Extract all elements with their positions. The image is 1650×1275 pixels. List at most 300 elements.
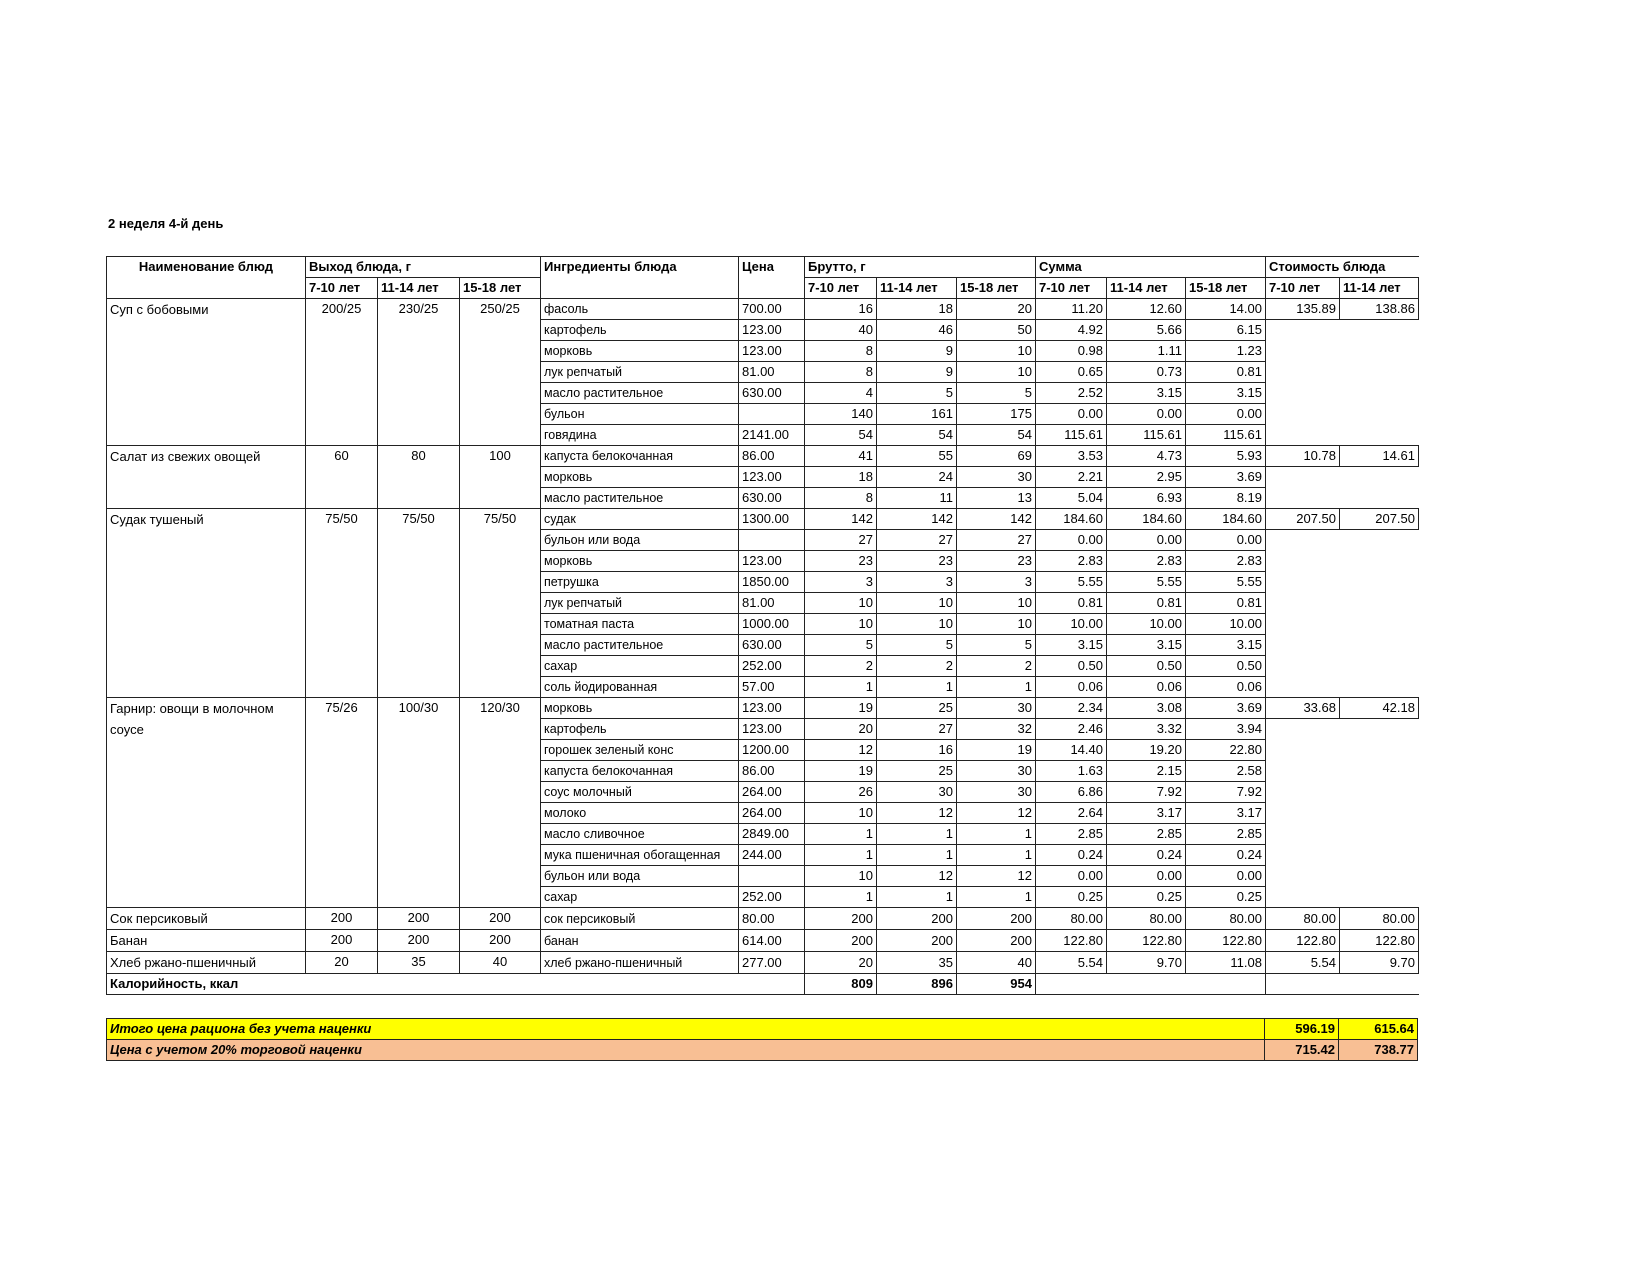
ingredient-name: мука пшеничная обогащенная	[541, 845, 739, 866]
empty-cell	[1340, 656, 1419, 677]
empty-cell	[1266, 740, 1340, 761]
ingredient-name: сахар	[541, 887, 739, 908]
header-yield-age: 11-14 лет	[378, 278, 460, 299]
ingredient-sum: 115.61	[1107, 425, 1186, 446]
total-with-markup-row	[107, 1040, 1418, 1061]
ingredient-sum: 0.00	[1186, 866, 1266, 887]
ingredient-brutto: 5	[957, 635, 1036, 656]
ingredient-sum: 2.83	[1107, 551, 1186, 572]
ingredient-brutto: 16	[805, 299, 877, 320]
ingredient-sum: 5.55	[1186, 572, 1266, 593]
ingredient-sum: 80.00	[1107, 908, 1186, 930]
ingredient-brutto: 1	[805, 887, 877, 908]
ingredient-name: томатная паста	[541, 614, 739, 635]
table-row	[107, 930, 1419, 952]
empty-cell	[1266, 719, 1340, 740]
ingredient-name: масло растительное	[541, 488, 739, 509]
ingredient-sum: 7.92	[1107, 782, 1186, 803]
ingredient-sum: 4.73	[1107, 446, 1186, 467]
dish-yield: 40	[460, 952, 541, 974]
ingredient-brutto: 9	[877, 362, 957, 383]
ingredient-sum: 2.85	[1107, 824, 1186, 845]
ingredient-brutto: 9	[877, 341, 957, 362]
ingredient-brutto: 25	[877, 698, 957, 719]
ingredient-name: масло растительное	[541, 635, 739, 656]
ingredient-sum: 0.25	[1186, 887, 1266, 908]
empty-cell	[1340, 635, 1419, 656]
ingredient-price: 630.00	[739, 488, 805, 509]
ingredient-brutto: 30	[957, 698, 1036, 719]
dish-yield: 200/25	[306, 299, 378, 446]
ingredient-brutto: 142	[805, 509, 877, 530]
ingredient-sum: 5.66	[1107, 320, 1186, 341]
ingredient-price: 252.00	[739, 887, 805, 908]
ingredient-brutto: 12	[805, 740, 877, 761]
header-sum-age: 15-18 лет	[1186, 278, 1266, 299]
ingredient-price: 81.00	[739, 362, 805, 383]
dish-name: Сок персиковый	[107, 908, 306, 930]
ingredient-sum: 184.60	[1186, 509, 1266, 530]
dish-yield: 200	[306, 930, 378, 952]
ingredient-brutto: 10	[805, 803, 877, 824]
header-sum-age: 11-14 лет	[1107, 278, 1186, 299]
ingredient-sum: 0.73	[1107, 362, 1186, 383]
empty-cell	[1266, 530, 1340, 551]
ingredient-brutto: 3	[957, 572, 1036, 593]
ingredient-price	[739, 404, 805, 425]
ingredient-brutto: 1	[877, 845, 957, 866]
dish-name: Суп с бобовыми	[107, 299, 306, 446]
ingredient-brutto: 5	[877, 383, 957, 404]
ingredient-sum: 2.95	[1107, 467, 1186, 488]
empty-cell	[1340, 404, 1419, 425]
ingredient-brutto: 12	[957, 803, 1036, 824]
header-sum-age: 7-10 лет	[1036, 278, 1107, 299]
header-sum: Сумма	[1036, 257, 1266, 278]
dish-yield: 75/26	[306, 698, 378, 908]
dish-yield: 80	[378, 446, 460, 509]
header-cost-age: 11-14 лет	[1340, 278, 1419, 299]
ingredient-sum: 2.46	[1036, 719, 1107, 740]
ingredient-brutto: 19	[805, 761, 877, 782]
ingredient-brutto: 30	[957, 467, 1036, 488]
empty-cell	[1266, 614, 1340, 635]
empty-cell	[1266, 824, 1340, 845]
ingredient-brutto: 4	[805, 383, 877, 404]
ingredient-sum: 0.00	[1107, 866, 1186, 887]
ingredient-sum: 0.06	[1036, 677, 1107, 698]
dish-yield: 200	[460, 930, 541, 952]
dish-yield: 35	[378, 952, 460, 974]
ingredient-sum: 184.60	[1107, 509, 1186, 530]
empty-cell	[1340, 488, 1419, 509]
ingredient-sum: 11.20	[1036, 299, 1107, 320]
dish-cost: 80.00	[1340, 908, 1419, 930]
ingredient-name: масло сливочное	[541, 824, 739, 845]
ingredient-sum: 4.92	[1036, 320, 1107, 341]
ingredient-sum: 2.64	[1036, 803, 1107, 824]
total-with-markup-label: Цена с учетом 20% торговой наценки	[107, 1040, 1265, 1061]
empty-cell	[1340, 341, 1419, 362]
ingredient-price: 277.00	[739, 952, 805, 974]
ingredient-brutto: 12	[877, 803, 957, 824]
ingredient-sum: 3.15	[1107, 635, 1186, 656]
ingredient-name: сок персиковый	[541, 908, 739, 930]
dish-cost: 122.80	[1266, 930, 1340, 952]
ingredient-sum: 3.69	[1186, 467, 1266, 488]
ingredient-price: 630.00	[739, 383, 805, 404]
empty-cell	[1266, 341, 1340, 362]
ingredient-price: 252.00	[739, 656, 805, 677]
ingredient-sum: 3.15	[1036, 635, 1107, 656]
ingredient-price: 264.00	[739, 803, 805, 824]
ingredient-brutto: 10	[957, 593, 1036, 614]
dish-cost: 207.50	[1340, 509, 1419, 530]
ingredient-sum: 2.85	[1036, 824, 1107, 845]
dish-cost: 122.80	[1340, 930, 1419, 952]
ingredient-brutto: 161	[877, 404, 957, 425]
ingredient-price: 123.00	[739, 551, 805, 572]
ingredient-brutto: 12	[877, 866, 957, 887]
ingredient-sum: 0.00	[1036, 404, 1107, 425]
header-yield-age: 7-10 лет	[306, 278, 378, 299]
empty-cell	[1266, 866, 1340, 887]
ingredient-brutto: 8	[805, 488, 877, 509]
ingredient-brutto: 25	[877, 761, 957, 782]
table-row	[107, 509, 1419, 530]
ingredient-price: 700.00	[739, 299, 805, 320]
ingredient-brutto: 1	[877, 824, 957, 845]
ingredient-brutto: 23	[805, 551, 877, 572]
ingredient-name: картофель	[541, 320, 739, 341]
ingredient-sum: 8.19	[1186, 488, 1266, 509]
empty-cell	[1266, 467, 1340, 488]
ingredient-sum: 14.40	[1036, 740, 1107, 761]
ingredient-sum: 0.81	[1107, 593, 1186, 614]
calories-row	[107, 974, 1419, 995]
dish-yield: 230/25	[378, 299, 460, 446]
empty-cell	[1340, 320, 1419, 341]
dish-cost: 207.50	[1266, 509, 1340, 530]
empty-cell	[1266, 572, 1340, 593]
empty-cell	[1340, 761, 1419, 782]
ingredient-sum: 0.65	[1036, 362, 1107, 383]
empty-cell	[1266, 320, 1340, 341]
empty-cell	[1266, 803, 1340, 824]
ingredient-brutto: 10	[957, 362, 1036, 383]
total-without-markup-row	[107, 1019, 1418, 1040]
ingredient-price: 81.00	[739, 593, 805, 614]
ingredient-brutto: 5	[877, 635, 957, 656]
empty-cell	[1340, 677, 1419, 698]
ingredient-sum: 1.11	[1107, 341, 1186, 362]
ingredient-brutto: 54	[957, 425, 1036, 446]
ingredient-sum: 10.00	[1107, 614, 1186, 635]
ingredient-sum: 3.53	[1036, 446, 1107, 467]
ingredient-brutto: 40	[957, 952, 1036, 974]
ingredient-brutto: 32	[957, 719, 1036, 740]
ingredient-sum: 3.15	[1186, 635, 1266, 656]
ingredient-name: морковь	[541, 551, 739, 572]
ingredient-price: 86.00	[739, 761, 805, 782]
ingredient-sum: 115.61	[1036, 425, 1107, 446]
ingredient-name: хлеб ржано-пшеничный	[541, 952, 739, 974]
ingredient-brutto: 18	[805, 467, 877, 488]
ingredient-sum: 0.50	[1107, 656, 1186, 677]
ingredient-brutto: 10	[805, 866, 877, 887]
ingredient-name: сахар	[541, 656, 739, 677]
ingredient-sum: 0.50	[1186, 656, 1266, 677]
dish-yield: 200	[378, 908, 460, 930]
ingredient-brutto: 175	[957, 404, 1036, 425]
ingredient-price: 123.00	[739, 320, 805, 341]
ingredient-sum: 115.61	[1186, 425, 1266, 446]
ingredient-brutto: 1	[805, 677, 877, 698]
total-with-markup-value: 738.77	[1339, 1040, 1418, 1061]
ingredient-brutto: 27	[877, 719, 957, 740]
empty-cell	[1340, 614, 1419, 635]
ingredient-price: 1300.00	[739, 509, 805, 530]
ingredient-sum: 3.17	[1186, 803, 1266, 824]
ingredient-brutto: 5	[957, 383, 1036, 404]
dish-name: Банан	[107, 930, 306, 952]
table-row	[107, 952, 1419, 974]
page-title: 2 неделя 4-й день	[108, 216, 224, 231]
ingredient-brutto: 50	[957, 320, 1036, 341]
ingredient-brutto: 40	[805, 320, 877, 341]
empty-cell	[1266, 887, 1340, 908]
ingredient-sum: 2.21	[1036, 467, 1107, 488]
ingredient-name: говядина	[541, 425, 739, 446]
ingredient-sum: 0.24	[1107, 845, 1186, 866]
dish-cost: 33.68	[1266, 698, 1340, 719]
ingredient-sum: 3.15	[1107, 383, 1186, 404]
ingredient-sum: 2.83	[1186, 551, 1266, 572]
ingredient-brutto: 200	[957, 908, 1036, 930]
empty-cell	[1340, 383, 1419, 404]
empty-cell	[1266, 656, 1340, 677]
header-cost-age: 7-10 лет	[1266, 278, 1340, 299]
ingredient-name: соус молочный	[541, 782, 739, 803]
dish-yield: 200	[460, 908, 541, 930]
ingredient-price: 123.00	[739, 719, 805, 740]
ingredient-price: 244.00	[739, 845, 805, 866]
ingredient-name: капуста белокочанная	[541, 446, 739, 467]
empty-cell	[1266, 593, 1340, 614]
ingredient-sum: 10.00	[1036, 614, 1107, 635]
header-brutto-age: 11-14 лет	[877, 278, 957, 299]
dish-name: Салат из свежих овощей	[107, 446, 306, 509]
ingredient-brutto: 140	[805, 404, 877, 425]
menu-table	[106, 256, 1419, 995]
ingredient-name: лук репчатый	[541, 362, 739, 383]
header-yield: Выход блюда, г	[306, 257, 541, 278]
ingredient-sum: 0.25	[1036, 887, 1107, 908]
ingredient-sum: 3.15	[1186, 383, 1266, 404]
header-price: Цена	[739, 257, 805, 299]
total-with-markup-value: 715.42	[1265, 1040, 1339, 1061]
ingredient-sum: 0.00	[1036, 866, 1107, 887]
empty-cell	[1266, 761, 1340, 782]
table-row	[107, 299, 1419, 320]
ingredient-sum: 3.94	[1186, 719, 1266, 740]
ingredient-brutto: 200	[877, 908, 957, 930]
dish-yield: 200	[378, 930, 460, 952]
empty-cell	[1340, 845, 1419, 866]
ingredient-price: 80.00	[739, 908, 805, 930]
ingredient-brutto: 10	[877, 614, 957, 635]
ingredient-sum: 3.69	[1186, 698, 1266, 719]
ingredient-brutto: 16	[877, 740, 957, 761]
ingredient-sum: 0.00	[1107, 404, 1186, 425]
ingredient-brutto: 27	[877, 530, 957, 551]
ingredient-sum: 6.86	[1036, 782, 1107, 803]
ingredient-sum: 0.00	[1107, 530, 1186, 551]
empty-cell	[1266, 404, 1340, 425]
ingredient-name: лук репчатый	[541, 593, 739, 614]
ingredient-brutto: 11	[877, 488, 957, 509]
ingredient-price: 86.00	[739, 446, 805, 467]
ingredient-sum: 2.52	[1036, 383, 1107, 404]
ingredient-brutto: 10	[877, 593, 957, 614]
header-yield-age: 15-18 лет	[460, 278, 541, 299]
empty-cell	[1266, 383, 1340, 404]
ingredient-brutto: 20	[805, 952, 877, 974]
ingredient-sum: 0.06	[1107, 677, 1186, 698]
ingredient-brutto: 55	[877, 446, 957, 467]
ingredient-brutto: 8	[805, 341, 877, 362]
ingredient-brutto: 19	[805, 698, 877, 719]
dish-cost: 42.18	[1340, 698, 1419, 719]
ingredient-name: масло растительное	[541, 383, 739, 404]
ingredient-brutto: 54	[805, 425, 877, 446]
empty-cell	[1340, 425, 1419, 446]
dish-yield: 100	[460, 446, 541, 509]
empty-cell	[1340, 824, 1419, 845]
header-ingredients: Ингредиенты блюда	[541, 257, 739, 299]
empty-cell	[1340, 803, 1419, 824]
totals-table	[106, 1018, 1418, 1061]
dish-cost: 80.00	[1266, 908, 1340, 930]
ingredient-sum: 2.83	[1036, 551, 1107, 572]
ingredient-sum: 2.58	[1186, 761, 1266, 782]
ingredient-brutto: 10	[957, 341, 1036, 362]
ingredient-name: петрушка	[541, 572, 739, 593]
ingredient-sum: 0.00	[1186, 530, 1266, 551]
ingredient-price: 264.00	[739, 782, 805, 803]
ingredient-brutto: 18	[877, 299, 957, 320]
ingredient-sum: 0.00	[1036, 530, 1107, 551]
ingredient-sum: 11.08	[1186, 952, 1266, 974]
empty-cell	[1340, 719, 1419, 740]
ingredient-sum: 5.55	[1036, 572, 1107, 593]
empty-cell	[1266, 488, 1340, 509]
ingredient-brutto: 46	[877, 320, 957, 341]
ingredient-price	[739, 530, 805, 551]
empty-cell	[1266, 677, 1340, 698]
empty-cell	[1340, 782, 1419, 803]
dish-yield: 250/25	[460, 299, 541, 446]
menu-body	[107, 299, 1419, 995]
empty-cell	[1266, 845, 1340, 866]
ingredient-sum: 2.34	[1036, 698, 1107, 719]
ingredient-brutto: 20	[805, 719, 877, 740]
ingredient-sum: 1.23	[1186, 341, 1266, 362]
ingredient-brutto: 1	[877, 677, 957, 698]
empty-cell	[1340, 530, 1419, 551]
ingredient-name: бульон или вода	[541, 530, 739, 551]
ingredient-price	[739, 866, 805, 887]
ingredient-brutto: 200	[805, 908, 877, 930]
ingredient-brutto: 3	[877, 572, 957, 593]
ingredient-name: фасоль	[541, 299, 739, 320]
ingredient-brutto: 200	[805, 930, 877, 952]
ingredient-brutto: 54	[877, 425, 957, 446]
ingredient-brutto: 10	[805, 593, 877, 614]
dish-name: Гарнир: овощи в молочном соусе	[107, 698, 306, 908]
ingredient-brutto: 24	[877, 467, 957, 488]
ingredient-price: 1200.00	[739, 740, 805, 761]
ingredient-brutto: 5	[805, 635, 877, 656]
empty-cell	[1266, 362, 1340, 383]
empty-cell	[1340, 572, 1419, 593]
dish-cost: 135.89	[1266, 299, 1340, 320]
ingredient-price: 1000.00	[739, 614, 805, 635]
empty-cell	[1340, 866, 1419, 887]
ingredient-sum: 0.98	[1036, 341, 1107, 362]
empty-cell	[1340, 593, 1419, 614]
dish-yield: 20	[306, 952, 378, 974]
empty-cell	[1340, 551, 1419, 572]
ingredient-sum: 0.24	[1036, 845, 1107, 866]
ingredient-sum: 6.93	[1107, 488, 1186, 509]
ingredient-sum: 184.60	[1036, 509, 1107, 530]
ingredient-brutto: 200	[957, 930, 1036, 952]
header-brutto-age: 15-18 лет	[957, 278, 1036, 299]
calories-value: 954	[957, 974, 1036, 995]
ingredient-brutto: 26	[805, 782, 877, 803]
ingredient-sum: 122.80	[1036, 930, 1107, 952]
ingredient-name: капуста белокочанная	[541, 761, 739, 782]
ingredient-name: судак	[541, 509, 739, 530]
ingredient-brutto: 2	[805, 656, 877, 677]
ingredient-sum: 80.00	[1036, 908, 1107, 930]
ingredient-brutto: 23	[957, 551, 1036, 572]
ingredient-brutto: 8	[805, 362, 877, 383]
ingredient-sum: 2.15	[1107, 761, 1186, 782]
header-dish-name: Наименование блюд	[107, 257, 306, 299]
dish-yield: 200	[306, 908, 378, 930]
total-without-markup-label: Итого цена рациона без учета наценки	[107, 1019, 1265, 1040]
ingredient-brutto: 19	[957, 740, 1036, 761]
ingredient-sum: 1.63	[1036, 761, 1107, 782]
header-cost: Стоимость блюда	[1266, 257, 1419, 278]
ingredient-price: 2849.00	[739, 824, 805, 845]
ingredient-sum: 19.20	[1107, 740, 1186, 761]
dish-yield: 60	[306, 446, 378, 509]
ingredient-sum: 10.00	[1186, 614, 1266, 635]
ingredient-sum: 122.80	[1107, 930, 1186, 952]
ingredient-name: молоко	[541, 803, 739, 824]
ingredient-sum: 5.55	[1107, 572, 1186, 593]
header-brutto: Брутто, г	[805, 257, 1036, 278]
table-row	[107, 908, 1419, 930]
ingredient-name: бульон	[541, 404, 739, 425]
ingredient-brutto: 1	[805, 845, 877, 866]
ingredient-price: 2141.00	[739, 425, 805, 446]
ingredient-name: морковь	[541, 467, 739, 488]
ingredient-brutto: 3	[805, 572, 877, 593]
